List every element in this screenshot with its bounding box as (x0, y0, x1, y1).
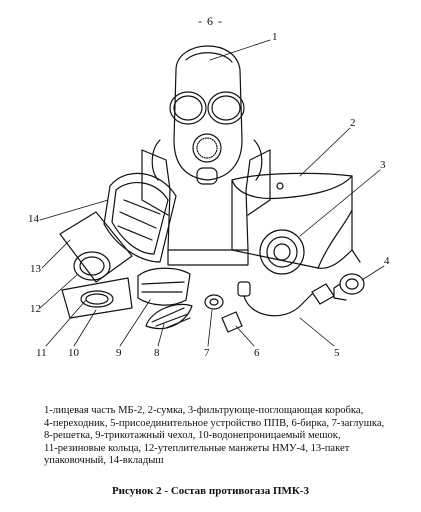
leader-lines (40, 40, 384, 346)
connecting-device-ppv (238, 282, 334, 316)
legend-line: 8-решетка, 9-трикотажный чехол, 10-водонепроницаемый мешок, (44, 430, 341, 442)
legend (44, 405, 404, 468)
legend-line: 11-резиновые кольца, 12-утеплительные манжеты НМУ-4, 13-пакет (44, 442, 350, 454)
callout-3: 3 (380, 159, 386, 171)
callout-9: 9 (116, 347, 122, 359)
bag (232, 173, 360, 268)
filter-box (260, 230, 304, 274)
callout-7: 7 (204, 347, 210, 359)
callout-2: 2 (350, 117, 356, 129)
callout-10: 10 (68, 347, 79, 359)
callout-labels (28, 31, 390, 359)
callout-1: 1 (272, 31, 278, 43)
legend-line: 1-лицевая часть МБ-2, 2-сумка, 3-фильтрующе-поглощающая коробка, (44, 405, 364, 416)
callout-14: 14 (28, 213, 39, 225)
figure-caption: Рисунок 2 - Состав противогаза ПМК-3 (111, 485, 310, 497)
callout-4: 4 (384, 255, 390, 267)
adapter (334, 274, 364, 300)
callout-8: 8 (154, 347, 160, 359)
knit-cover (138, 268, 190, 305)
legend-line: упаковочный, 14-вкладыш (44, 455, 164, 467)
rubber-rings (81, 291, 113, 307)
callout-11: 11 (36, 347, 47, 359)
grille (146, 304, 192, 328)
callout-5: 5 (334, 347, 340, 359)
plug (205, 295, 223, 309)
waterproof-bag (62, 278, 132, 318)
face-piece-mb2 (152, 46, 262, 184)
page-number: - 6 - (198, 14, 223, 28)
callout-6: 6 (254, 347, 260, 359)
callout-13: 13 (30, 263, 41, 275)
callout-12: 12 (30, 303, 41, 315)
package (60, 212, 132, 282)
legend-line: 4-переходник, 5-присоединительное устройство ППВ, 6-бирка, 7-заглушка, (44, 417, 385, 429)
bust-stand (142, 150, 270, 265)
insert (104, 173, 176, 262)
